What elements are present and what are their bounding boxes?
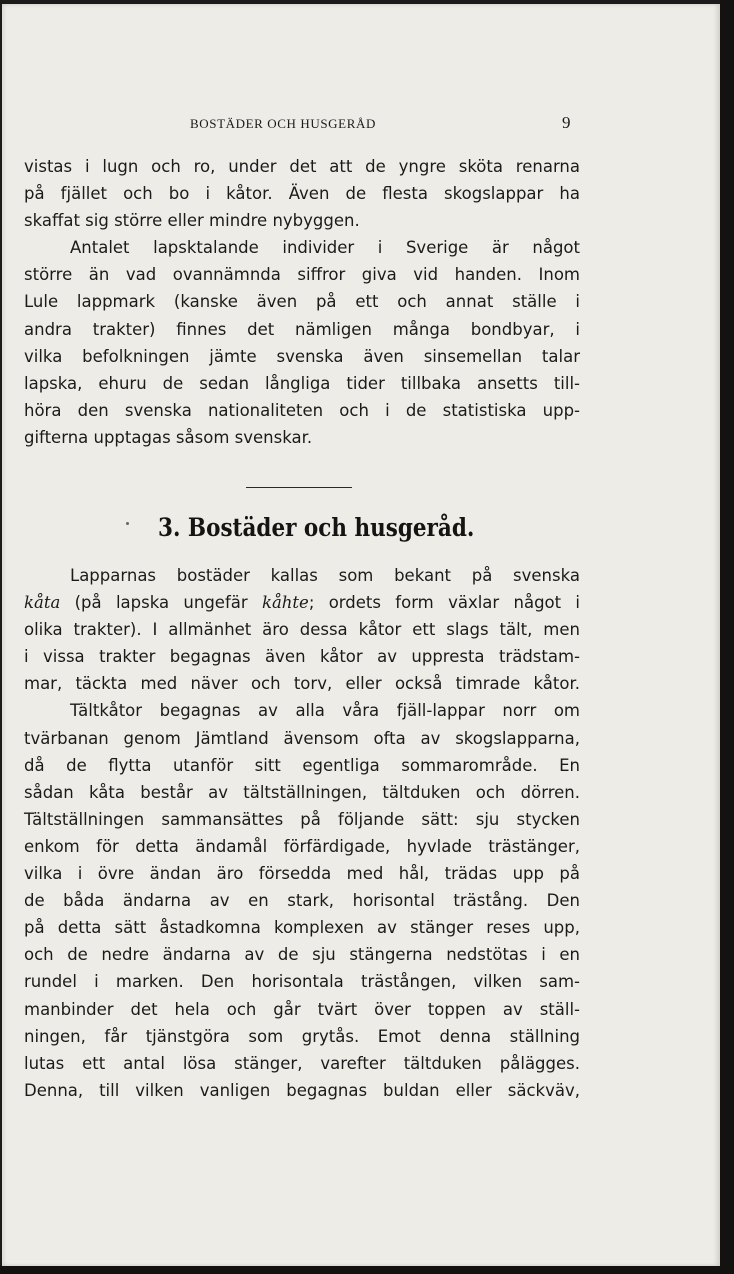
paper-speck [126,522,129,525]
text-line: då de flytta utanför sitt egentliga sommarområde. En [24,755,580,775]
text-line: gifterna upptagas såsom svenskar. [24,427,313,447]
text-line: på detta sätt åstadkomna komplexen av stänger reses upp, [24,918,580,938]
opening-paragraphs [24,153,580,451]
section-divider [246,487,352,488]
book-page [2,4,720,1266]
text-line: andra trakter) finnes det nämligen många bondbyar, i [24,319,580,339]
text-line: Denna, till vilken vanligen begagnas buldan eller säckväv, [24,1080,580,1100]
italic-term: kåta [24,593,61,613]
text-line: de båda ändarna av en stark, horisontal trästång. Den [24,891,580,911]
text-line: mar, täckta med näver och torv, eller också timrade kåtor. [24,674,580,694]
text-line: och de nedre ändarna av de sju stängerna nedstötas i en [24,945,580,965]
text-span: ; ordets form växlar något i [308,593,581,613]
text-line: vilka i övre ändan äro försedda med hål, trädas upp på [24,864,580,884]
text-line: ningen, får tjänstgöra som grytås. Emot denna ställning [24,1026,580,1046]
text-line: olika trakter). I allmänhet äro dessa kåtor ett slags tält, men [24,620,580,640]
scan-border-bottom [0,1266,734,1274]
text-line: på fjället och bo i kåtor. Även de flesta skogslappar ha [24,184,580,204]
scan-border-right [720,0,734,1274]
page-header [2,113,720,138]
text-line: Antalet lapsktalande individer i Sverige är något [70,238,580,258]
page-number: 9 [562,113,571,132]
text-line-with-italics [24,589,580,616]
text-line: skaffat sig större eller mindre nybyggen. [24,211,360,231]
text-line: tvärbanan genom Jämtland ävensom ofta av skogslapparna, [24,728,580,748]
text-line: lapska, ehuru de sedan långliga tider tillbaka ansetts till- [24,373,580,393]
text-line: större än vad ovannämnda siffror giva vid handen. Inom [24,265,580,285]
text-line: Lapparnas bostäder kallas som bekant på svenska [70,566,580,585]
section-heading: 3. Bostäder och husgeråd. [158,513,475,542]
text-line: vistas i lugn och ro, under det att de yngre sköta renarna [24,157,580,176]
italic-term: kåhte [261,593,309,613]
text-line: sådan kåta består av tältställningen, tältduken och dörren. [24,782,580,802]
text-line: vilka befolkningen jämte svenska även sinsemellan talar [24,346,580,366]
text-span: (på lapska ungefär [60,593,262,613]
text-line: höra den svenska nationaliteten och i de statistiska upp- [24,400,580,420]
text-line: Lule lappmark (kanske även på ett och annat ställe i [24,292,580,312]
section-paragraphs [24,562,580,1104]
running-title: BOSTÄDER OCH HUSGERÅD [190,116,376,131]
text-line: enkom för detta ändamål förfärdigade, hyvlade trästänger, [24,836,580,856]
text-line: lutas ett antal lösa stänger, varefter tältduken pålägges. [24,1053,580,1073]
text-line: manbinder det hela och går tvärt över toppen av ställ- [24,999,580,1019]
text-line: Tältställningen sammansättes på följande sätt: sju stycken [24,809,580,829]
text-line: i vissa trakter begagnas även kåtor av uppresta trädstam- [24,647,580,667]
text-line: Tältkåtor begagnas av alla våra fjäll-lappar norr om [70,701,580,721]
text-line: rundel i marken. Den horisontala trästången, vilken sam- [24,972,580,992]
